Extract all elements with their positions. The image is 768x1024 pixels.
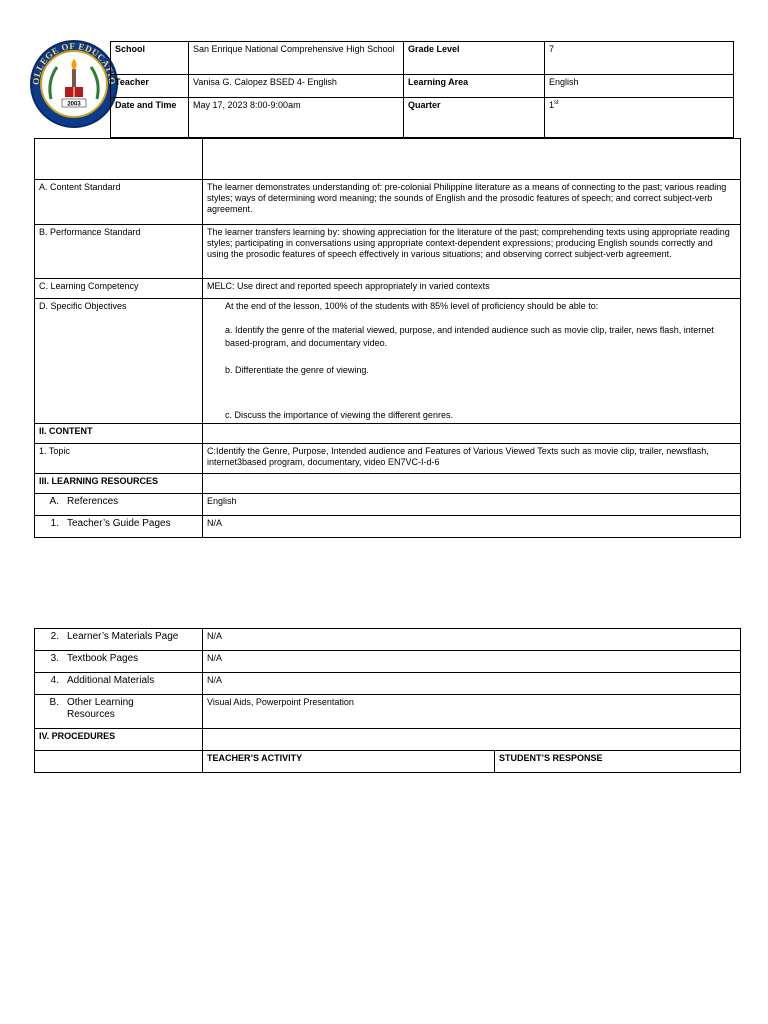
learners-materials-label: Learner’s Materials Page	[67, 631, 179, 642]
topic-label: 1. Topic	[35, 443, 203, 473]
blank-cell	[35, 139, 203, 180]
textbook-pages-number: 3.	[50, 653, 59, 664]
references-text: English	[203, 493, 741, 515]
additional-materials-number: 4.	[50, 675, 59, 686]
header-table	[110, 41, 734, 138]
references-number: A.	[49, 495, 59, 507]
college-of-education-logo	[29, 39, 119, 129]
learning-competency-label: C. Learning Competency	[35, 279, 203, 299]
objectives-intro: At the end of the lesson, 100% of the students with 85% level of proficiency should be able to:	[225, 301, 599, 311]
learning-resources-heading: III. LEARNING RESOURCES	[35, 473, 203, 493]
content-heading-row	[35, 423, 741, 443]
quarter-label: Quarter	[404, 98, 545, 138]
svg-text:COLLEGE OF EDUCATION: OLLEGE OF EDUCATIO	[30, 40, 118, 86]
objective-c: c. Discuss the importance of viewing the different genres.	[225, 409, 453, 420]
blank-cell	[203, 423, 741, 443]
content-heading: II. CONTENT	[35, 423, 203, 443]
grade-level-value: 7	[545, 42, 734, 75]
learning-area-label: Learning Area	[404, 75, 545, 98]
content-standard-row	[35, 180, 741, 225]
learners-materials-number: 2.	[50, 631, 59, 642]
quarter-value	[545, 98, 734, 138]
specific-objectives-content	[203, 299, 741, 424]
teacher-value: Vanisa G. Calopez BSED 4- English	[189, 75, 404, 98]
lesson-plan-table	[34, 138, 741, 538]
teachers-guide-label-cell	[35, 515, 203, 537]
blank-cell	[35, 751, 203, 773]
teachers-activity-header: TEACHER’S ACTIVITY	[203, 751, 495, 773]
teacher-label: Teacher	[111, 75, 189, 98]
learners-materials-row	[35, 629, 741, 651]
topic-text: C:Identify the Genre, Purpose, Intended audience and Features of Various Viewed Texts such as movie clip, trailer, newsflash, internet3based program, documentary, video EN7VC-I-d-6	[203, 443, 741, 473]
blank-cell	[203, 139, 741, 180]
activity-header-row	[35, 751, 741, 773]
additional-materials-label-cell	[35, 673, 203, 695]
additional-materials-row	[35, 673, 741, 695]
school-label: School	[111, 42, 189, 75]
additional-materials-label: Additional Materials	[67, 675, 155, 686]
additional-materials-text: N/A	[203, 673, 741, 695]
other-resources-row	[35, 695, 741, 729]
quarter-number: 1	[549, 100, 555, 110]
learning-competency-text: MELC: Use direct and reported speech appropriately in varied contexts	[203, 279, 741, 299]
other-resources-label: Other Learning Resources	[67, 697, 134, 721]
svg-text:2003: 2003	[67, 101, 81, 108]
learning-competency-row	[35, 279, 741, 299]
other-resources-number: B.	[49, 697, 59, 708]
performance-standard-label: B. Performance Standard	[35, 225, 203, 279]
references-row	[35, 493, 741, 515]
procedures-row	[35, 729, 741, 751]
teachers-guide-row	[35, 515, 741, 537]
quarter-suffix: st	[554, 100, 559, 106]
performance-standard-text: The learner transfers learning by: showing appreciation for the literature of the past; comprehending texts using appropriate reading styles; participating in conversations using appropriate context-dependent expressions; producing English sounds correctly and using the prosodic features of speech effectively in various situations; and observing correct subject-verb agreement.	[203, 225, 741, 279]
date-time-label: Date and Time	[111, 98, 189, 138]
content-standard-text: The learner demonstrates understanding of: pre-colonial Philippine literature as a means of connecting to the past; various reading styles; ways of determining word meaning; the sounds of English and the prosodic features of speech; and correct subject-verb agreement.	[203, 180, 741, 225]
specific-objectives-label: D. Specific Objectives	[35, 299, 203, 424]
svg-text:SAN ENRIQUE NHS: SAN ENRIQUE NHS	[51, 103, 97, 118]
learners-materials-label-cell	[35, 629, 203, 651]
references-label-cell	[35, 493, 203, 515]
textbook-pages-row	[35, 651, 741, 673]
learning-area-value: English	[545, 75, 734, 98]
blank-cell	[203, 473, 741, 493]
objective-a: a. Identify the genre of the material viewed, purpose, and intended audience such as movie clip, trailer, news flash, internet based-program, and documentary video.	[225, 324, 714, 349]
grade-level-label: Grade Level	[404, 42, 545, 75]
learners-materials-text: N/A	[203, 629, 741, 651]
learning-resources-row	[35, 473, 741, 493]
blank-header-row	[35, 139, 741, 180]
teachers-guide-label: Teacher’s Guide Pages	[67, 517, 171, 529]
date-time-value: May 17, 2023 8:00-9:00am	[189, 98, 404, 138]
lesson-plan-table-continued	[34, 628, 741, 773]
students-response-header: STUDENT’S RESPONSE	[495, 751, 741, 773]
textbook-pages-label: Textbook Pages	[67, 653, 139, 664]
specific-objectives-row	[35, 299, 741, 424]
content-standard-label: A. Content Standard	[35, 180, 203, 225]
other-resources-label-cell	[35, 695, 203, 729]
topic-row	[35, 443, 741, 473]
performance-standard-row	[35, 225, 741, 279]
objective-b: b. Differentiate the genre of viewing.	[225, 364, 369, 375]
school-value: San Enrique National Comprehensive High School	[189, 42, 404, 75]
procedures-heading: IV. PROCEDURES	[35, 729, 203, 751]
textbook-pages-label-cell	[35, 651, 203, 673]
references-label: References	[67, 495, 119, 507]
textbook-pages-text: N/A	[203, 651, 741, 673]
other-resources-text: Visual Aids, Powerpoint Presentation	[203, 695, 741, 729]
teachers-guide-text: N/A	[203, 515, 741, 537]
teachers-guide-number: 1.	[50, 517, 59, 529]
blank-cell	[203, 729, 741, 751]
